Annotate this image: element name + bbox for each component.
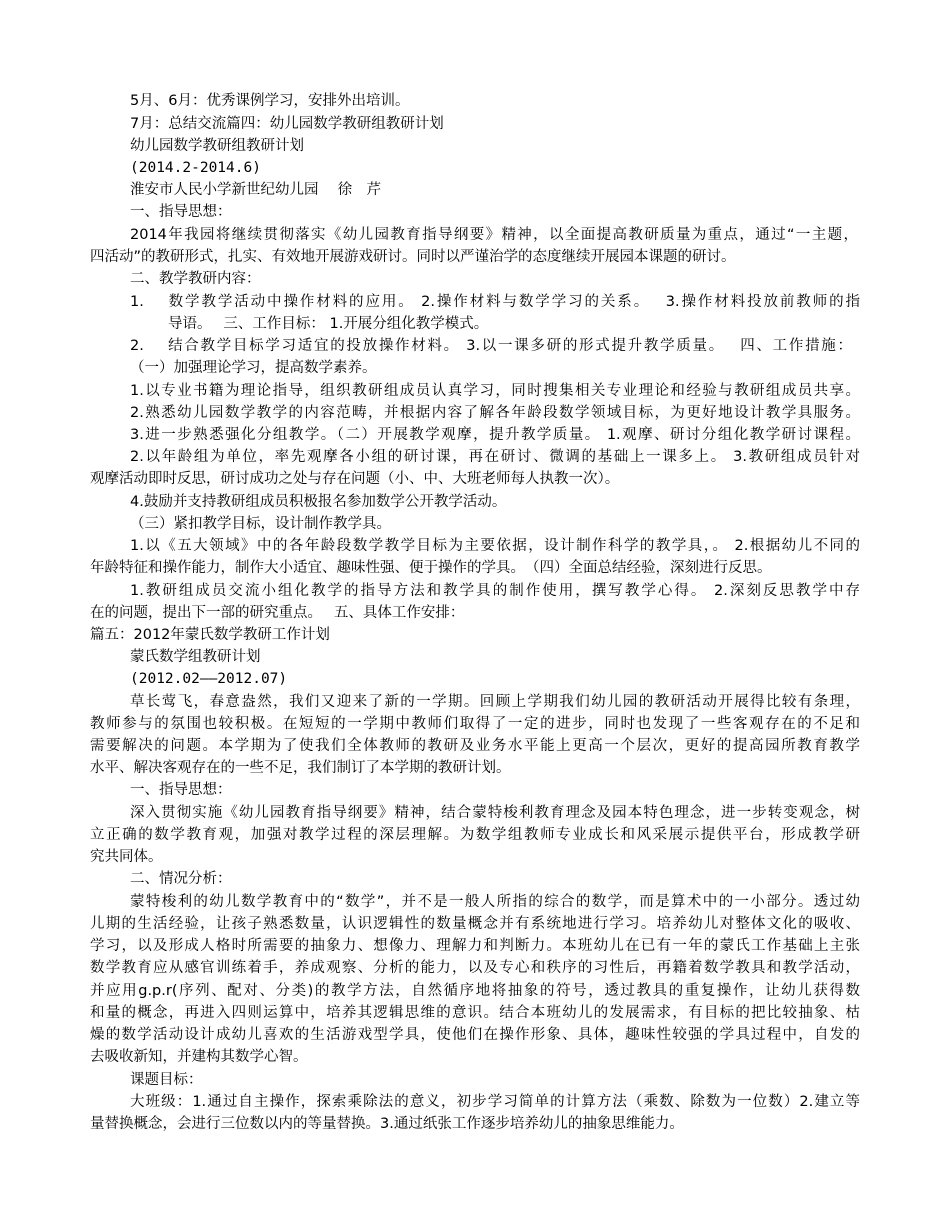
text-line: 教师参与的氛围也较积极。在短短的一学期中教师们取得了一定的进步，同时也发现了一些客观存在的不足和 bbox=[90, 716, 860, 732]
text-line: 大班级：1.通过自主操作，探索乘除法的意义，初步学习简单的计算方法（乘数、除数为一位数）2.建立等 bbox=[130, 1094, 860, 1110]
text-line: 燥的数学活动设计成幼儿喜欢的生活游戏型学具，使他们在操作形象、具体，趣味性较强的学具过程中，自发的 bbox=[90, 1027, 860, 1043]
text-line: 数学教育应从感官训练着手，养成观察、分析的能力，以及专心和秩序的习性后，再籍着数学教具和教学活动， bbox=[90, 960, 860, 976]
list-item: 2. 结合教学目标学习适宜的投放操作材料。 3.以一课多研的形式提升教学质量。 四、工作措施： bbox=[130, 338, 852, 354]
text-line: 究共同体。 bbox=[90, 849, 163, 865]
sub-heading: （一）加强理论学习，提高数学素养。 bbox=[130, 360, 377, 376]
section-title: 篇五：2012年蒙氏数学教研工作计划 bbox=[90, 627, 330, 643]
text-line: 去吸收新知，并建构其数学心智。 bbox=[90, 1049, 308, 1065]
text-line: 草长莺飞，春意盎然，我们又迎来了新的一学期。回顾上学期我们幼儿园的教研活动开展得比较有条理， bbox=[130, 694, 860, 710]
text-line: 幼儿园数学教研组教研计划 bbox=[130, 138, 304, 154]
sub-heading: （三）紧扣教学目标，设计制作教学具。 bbox=[130, 516, 391, 532]
text-line: (2014.2-2014.6) bbox=[130, 160, 261, 176]
text-line: 水平、解决客观存在的一些不足，我们制订了本学期的教研计划。 bbox=[90, 760, 511, 776]
text-line: 年龄特征和操作能力，制作大小适宜、趣味性强、便于操作的学具。 （四）全面总结经验，深刻进行反思。 bbox=[90, 560, 772, 576]
list-item: 3.进一步熟悉强化分组教学。（二）开展教学观摩，提升教学质量。 1.观摩、研讨分组化教学研讨课程。 bbox=[130, 427, 860, 443]
text-line: 和量的概念，再进入四则运算中，培养其逻辑思维的意识。结合本班幼儿的发展需求，有目标的把比较抽象、枯 bbox=[90, 1005, 860, 1021]
text-line: 在的问题，提出下一部的研究重点。 五、具体工作安排： bbox=[90, 605, 465, 621]
text-line: 观摩活动即时反思，研讨成功之处与存在问题（小、中、大班老师每人执教一次）。 bbox=[90, 471, 620, 487]
text-line: 2014年我园将继续贯彻落实《幼儿园教育指导纲要》精神，以全面提高教研质量为重点，通过“一主题， bbox=[130, 227, 858, 243]
text-line: 四活动”的教研形式，扎实、有效地开展游戏研讨。同时以严谨治学的态度继续开展园本课题的研讨。 bbox=[90, 249, 736, 265]
list-item: 1.教研组成员交流小组化教学的指导方法和教学具的制作使用，撰写教学心得。 2.深刻反思教学中存 bbox=[130, 583, 860, 599]
text-line: 7月：总结交流篇四：幼儿园数学教研组教研计划 bbox=[130, 116, 444, 132]
list-item: 1.以《五大领域》中的各年龄段数学教学目标为主要依据，设计制作科学的教学具，。 2.根据幼儿不同的 bbox=[130, 538, 860, 554]
text-line: 需要解决的问题。本学期为了使我们全体教师的教研及业务水平能上更高一个层次，更好的提高园所教育教学 bbox=[90, 738, 860, 754]
section-heading: 一、指导思想： bbox=[130, 204, 232, 220]
text-line: 立正确的数学教育观，加强对教学过程的深层理解。为数学组教师专业成长和风采展示提供平台，形成教学研 bbox=[90, 827, 860, 843]
list-item: 导语。 三、工作目标： 1.开展分组化教学模式。 bbox=[168, 316, 489, 332]
text-line: 深入贯彻实施《幼儿园教育指导纲要》精神，结合蒙特梭利教育理念及园本特色理念，进一步转变观念，树 bbox=[130, 805, 860, 821]
section-heading: 课题目标： bbox=[130, 1072, 203, 1088]
list-item: 1. 数学教学活动中操作材料的应用。 2.操作材料与数学学习的关系。 3.操作材料投放前教师的指 bbox=[130, 294, 860, 310]
list-item: 4.鼓励并支持教研组成员积极报名参加数学公开教学活动。 bbox=[130, 494, 507, 510]
text-line: 儿期的生活经验，让孩子熟悉数量，认识逻辑性的数量概念并有系统地进行学习。培养幼儿对整体文化的吸收、 bbox=[90, 916, 860, 932]
text-line: 学习，以及形成人格时所需要的抽象力、想像力、理解力和判断力。本班幼儿在已有一年的蒙氏工作基础上主张 bbox=[90, 938, 860, 954]
text-line: 蒙特梭利的幼儿数学教育中的“数学”，并不是一般人所指的综合的数学，而是算术中的一小部分。透过幼 bbox=[130, 894, 860, 910]
section-heading: 二、教学教研内容： bbox=[130, 271, 261, 287]
list-item: 2.熟悉幼儿园数学教学的内容范畴，并根据内容了解各年龄段数学领域目标，为更好地设计教学具服务。 bbox=[130, 405, 860, 421]
date-range: (2012.02——2012.07) bbox=[130, 671, 288, 687]
list-item: 2.以年龄组为单位，率先观摩各小组的研讨课，再在研讨、微调的基础上一课多上。 3.教研组成员针对 bbox=[130, 449, 860, 465]
section-heading: 二、情况分析： bbox=[130, 871, 232, 887]
section-heading: 一、指导思想： bbox=[130, 782, 232, 798]
text-line: 量替换概念，会进行三位数以内的等量替换。3.通过纸张工作逐步培养幼儿的抽象思维能力。 bbox=[90, 1116, 684, 1132]
text-line: 5月、6月：优秀课例学习，安排外出培训。 bbox=[130, 93, 410, 109]
list-item: 1.以专业书籍为理论指导，组织教研组成员认真学习，同时搜集相关专业理论和经验与教研组成员共享。 bbox=[130, 383, 860, 399]
text-line: 淮安市人民小学新世纪幼儿园 徐 芹 bbox=[130, 182, 382, 198]
document-title: 蒙氏数学组教研计划 bbox=[130, 649, 261, 665]
text-line: 并应用g.p.r(序列、配对、分类)的教学方法，自然循序地将抽象的符号，透过教具的重复操作，让幼儿获得数 bbox=[90, 983, 860, 999]
